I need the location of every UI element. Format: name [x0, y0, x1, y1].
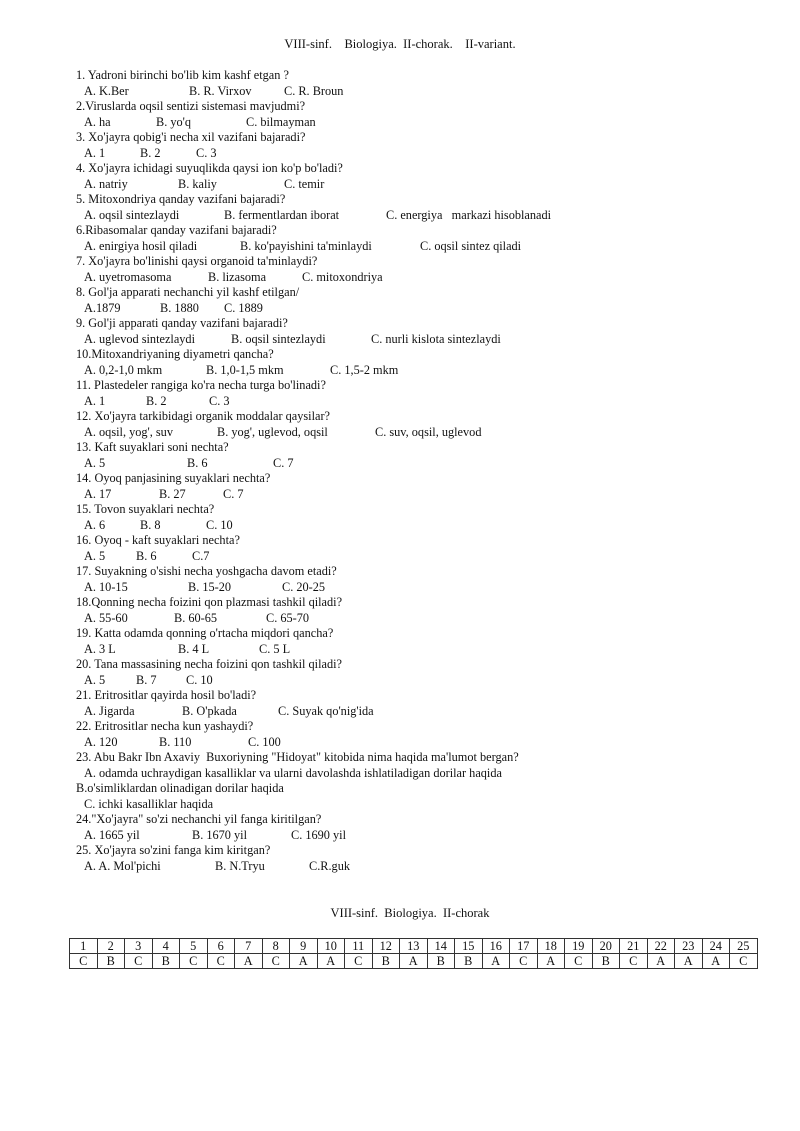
answer-key-answer: A — [235, 954, 263, 969]
answer-option: B. O'pkada — [182, 703, 237, 718]
answer-option: B. 27 — [159, 486, 186, 501]
answer-key-answer: A — [290, 954, 318, 969]
question-text: 21. Eritrositlar qayirda hosil bo'ladi? — [76, 688, 257, 702]
answer-key-number: 19 — [565, 939, 593, 954]
answer-key-number: 1 — [70, 939, 98, 954]
answer-key-answer: B — [97, 954, 125, 969]
question-text: 12. Xo'jayra tarkibidagi organik moddalar qaysilar? — [76, 409, 330, 423]
answer-option: A. oqsil sintezlaydi — [84, 207, 180, 222]
answer-key-answer: A — [702, 954, 730, 969]
answer-options — [76, 611, 776, 627]
answer-options — [76, 208, 776, 224]
question-text: 2.Viruslarda oqsil sentizi sistemasi mavjudmi? — [76, 99, 306, 113]
answer-options — [76, 859, 776, 875]
question-text: 7. Xo'jayra bo'linishi qaysi organoid ta'minlaydi? — [76, 254, 318, 268]
answer-option: C. 1,5-2 mkm — [330, 362, 399, 377]
answer-key-answers-row — [70, 954, 758, 969]
answer-option: C. R. Broun — [284, 83, 344, 98]
answer-key-answer: C — [262, 954, 290, 969]
answer-option: B. 6 — [187, 455, 208, 470]
answer-option: C. 100 — [248, 734, 281, 749]
answer-option: A. 10-15 — [84, 579, 128, 594]
answer-key-answer: C — [565, 954, 593, 969]
answer-option: B. 110 — [159, 734, 192, 749]
answer-option: B. 1670 yil — [192, 827, 247, 842]
question-text: 19. Katta odamda qonning o'rtacha miqdori qancha? — [76, 626, 334, 640]
answer-option: C.7 — [192, 548, 210, 563]
question-text: 17. Suyakning o'sishi necha yoshgacha davom etadi? — [76, 564, 337, 578]
answer-options — [76, 487, 776, 503]
answer-options — [76, 146, 776, 162]
answer-key-answer: C — [345, 954, 373, 969]
question-text: 15. Tovon suyaklari nechta? — [76, 502, 215, 516]
answer-option: A. ha — [84, 114, 111, 129]
answer-key-answer: C — [620, 954, 648, 969]
answer-options — [76, 332, 776, 348]
answer-options — [76, 580, 776, 596]
answer-option: B. oqsil sintezlaydi — [231, 331, 326, 346]
answer-key-number: 11 — [345, 939, 373, 954]
answer-key-answer: A — [675, 954, 703, 969]
answer-option: B. 15-20 — [188, 579, 232, 594]
answer-option: A. 3 L — [84, 641, 116, 656]
answer-key-answer: C — [207, 954, 235, 969]
answer-key-number: 12 — [372, 939, 400, 954]
answer-option: B. kaliy — [178, 176, 217, 191]
answer-option: B. 1,0-1,5 mkm — [206, 362, 284, 377]
answer-option: A. 6 — [84, 517, 106, 532]
answer-key-answer: A — [537, 954, 565, 969]
question-list — [76, 68, 776, 874]
answer-options — [76, 84, 776, 100]
answer-option: B. N.Tryu — [215, 858, 265, 873]
question-text: 4. Xo'jayra ichidagi suyuqlikda qaysi ion ko'p bo'ladi? — [76, 161, 343, 175]
answer-option: B. 7 — [136, 672, 157, 687]
question-text: 25. Xo'jayra so'zini fanga kim kiritgan? — [76, 843, 271, 857]
answer-key-answer: A — [482, 954, 510, 969]
answer-key-answer: B — [372, 954, 400, 969]
answer-option: C. 7 — [273, 455, 294, 470]
question-text: 6.Ribasomalar qanday vazifani bajaradi? — [76, 223, 277, 237]
answer-option: A.1879 — [84, 300, 121, 315]
answer-options — [76, 394, 776, 410]
answer-option: A. natriy — [84, 176, 128, 191]
answer-option: B. 8 — [140, 517, 161, 532]
answer-options — [76, 518, 776, 534]
answer-option: C. nurli kislota sintezlaydi — [371, 331, 501, 346]
answer-options — [76, 828, 776, 844]
answer-key-answer: A — [317, 954, 345, 969]
answer-options — [76, 301, 776, 317]
answer-key-numbers-row — [70, 939, 758, 954]
answer-options — [76, 549, 776, 565]
answer-option: B. yog', uglevod, oqsil — [217, 424, 328, 439]
answer-option: A. oqsil, yog', suv — [84, 424, 173, 439]
answer-key-answer: B — [592, 954, 620, 969]
answer-option: B. 2 — [146, 393, 167, 408]
answer-option: A. enirgiya hosil qiladi — [84, 238, 198, 253]
answer-option: B. 4 L — [178, 641, 210, 656]
answer-key-number: 14 — [427, 939, 455, 954]
answer-option: A. 1665 yil — [84, 827, 140, 842]
page-header: VIII-sinf. Biologiya. II-chorak. II-variant. — [284, 37, 516, 51]
answer-key-number: 9 — [290, 939, 318, 954]
answer-options — [76, 735, 776, 751]
answer-option: B. 6 — [136, 548, 157, 563]
question-text: 10.Mitoxandriyaning diyametri qancha? — [76, 347, 274, 361]
answer-key-number: 6 — [207, 939, 235, 954]
answer-option: C. 7 — [223, 486, 244, 501]
answer-options — [76, 456, 776, 472]
answer-option: C. temir — [284, 176, 325, 191]
answer-option: B.o'simliklardan olinadigan dorilar haqida — [76, 781, 284, 795]
answer-options — [76, 270, 776, 286]
answer-key-answer: B — [152, 954, 180, 969]
answer-option: A. 1 — [84, 393, 106, 408]
answer-option: A. 120 — [84, 734, 118, 749]
answer-key-answer: A — [400, 954, 428, 969]
answer-key-table — [69, 938, 758, 969]
answer-options — [76, 425, 776, 441]
answer-options — [76, 239, 776, 255]
question-text: 9. Gol'ji apparati qanday vazifani bajaradi? — [76, 316, 288, 330]
answer-key-answer: C — [180, 954, 208, 969]
answer-key-number: 3 — [125, 939, 153, 954]
answer-option: C. 10 — [206, 517, 233, 532]
answer-option: C. 3 — [196, 145, 217, 160]
answer-options — [76, 642, 776, 658]
answer-key-answer: C — [510, 954, 538, 969]
answer-key-number: 15 — [455, 939, 483, 954]
answer-key-number: 8 — [262, 939, 290, 954]
answer-option: B. 2 — [140, 145, 161, 160]
answer-option: C. Suyak qo'nig'ida — [278, 703, 374, 718]
answer-option: B. yo'q — [156, 114, 192, 129]
answer-key-number: 7 — [235, 939, 263, 954]
answer-key-number: 4 — [152, 939, 180, 954]
answer-option: A. uglevod sintezlaydi — [84, 331, 195, 346]
answer-key-number: 20 — [592, 939, 620, 954]
answer-key-answer: A — [647, 954, 675, 969]
answer-option: C. mitoxondriya — [302, 269, 383, 284]
question-text: 11. Plastedeler rangiga ko'ra necha turga bo'linadi? — [76, 378, 326, 392]
answer-key-number: 23 — [675, 939, 703, 954]
question-text: 24."Xo'jayra" so'zi nechanchi yil fanga kiritilgan? — [76, 812, 322, 826]
answer-option: B. R. Virxov — [189, 83, 252, 98]
answer-option: A. 55-60 — [84, 610, 128, 625]
question-text: 8. Gol'ja apparati nechanchi yil kashf etilgan/ — [76, 285, 300, 299]
answer-option: C. 20-25 — [282, 579, 326, 594]
question-text: 23. Abu Bakr Ibn Axaviy Buxoriyning "Hidoyat" kitobida nima haqida ma'lumot bergan? — [76, 750, 519, 764]
answer-options — [76, 177, 776, 193]
answer-key-number: 16 — [482, 939, 510, 954]
answer-option: C. 10 — [186, 672, 213, 687]
question-text: 3. Xo'jayra qobig'i necha xil vazifani bajaradi? — [76, 130, 306, 144]
answer-option: C. ichki kasalliklar haqida — [84, 796, 214, 811]
question-text: 22. Eritrositlar necha kun yashaydi? — [76, 719, 254, 733]
answer-options — [76, 673, 776, 689]
answer-options — [76, 363, 776, 379]
answer-key-number: 10 — [317, 939, 345, 954]
answer-key-number: 22 — [647, 939, 675, 954]
answer-option: B. 60-65 — [174, 610, 218, 625]
answer-key-number: 21 — [620, 939, 648, 954]
answer-option: C. 5 L — [259, 641, 291, 656]
answer-key-number: 24 — [702, 939, 730, 954]
answer-option: B. lizasoma — [208, 269, 267, 284]
answer-key-number: 13 — [400, 939, 428, 954]
answer-option: A. 1 — [84, 145, 106, 160]
answer-key-title: VIII-sinf. Biologiya. II-chorak — [330, 906, 490, 920]
answer-option: A. 0,2-1,0 mkm — [84, 362, 163, 377]
answer-key-number: 5 — [180, 939, 208, 954]
answer-key-answer: C — [730, 954, 758, 969]
answer-key-number: 2 — [97, 939, 125, 954]
answer-key-answer: B — [427, 954, 455, 969]
answer-option: B. fermentlardan iborat — [224, 207, 340, 222]
answer-option: A. Jigarda — [84, 703, 135, 718]
question-text: 16. Oyoq - kaft suyaklari nechta? — [76, 533, 240, 547]
question-text: 18.Qonning necha foizini qon plazmasi tashkil qiladi? — [76, 595, 343, 609]
answer-key-answer: C — [70, 954, 98, 969]
answer-option: A. odamda uchraydigan kasalliklar va ularni davolashda ishlatiladigan dorilar haqida — [84, 765, 502, 780]
answer-key-number: 17 — [510, 939, 538, 954]
question-text: 13. Kaft suyaklari soni nechta? — [76, 440, 229, 454]
answer-option: B. 1880 — [160, 300, 199, 315]
question-text: 5. Mitoxondriya qanday vazifani bajaradi? — [76, 192, 286, 206]
answer-options — [76, 115, 776, 131]
question-text: 20. Tana massasining necha foizini qon tashkil qiladi? — [76, 657, 342, 671]
answer-option: C.R.guk — [309, 858, 350, 873]
answer-option: C. bilmayman — [246, 114, 316, 129]
question-text: 1. Yadroni birinchi bo'lib kim kashf etgan ? — [76, 68, 289, 82]
question-text: 14. Oyoq panjasining suyaklari nechta? — [76, 471, 271, 485]
answer-option: A. A. Mol'pichi — [84, 858, 161, 873]
answer-key-number: 25 — [730, 939, 758, 954]
answer-option: C. oqsil sintez qiladi — [420, 238, 522, 253]
answer-option: B. ko'payishini ta'minlaydi — [240, 238, 372, 253]
answer-option: A. uyetromasoma — [84, 269, 172, 284]
answer-option: A. 5 — [84, 672, 106, 687]
answer-option: C. 1889 — [224, 300, 263, 315]
answer-option: C. suv, oqsil, uglevod — [375, 424, 482, 439]
answer-option: A. K.Ber — [84, 83, 129, 98]
answer-options — [76, 704, 776, 720]
answer-key-answer: C — [125, 954, 153, 969]
answer-option: A. 5 — [84, 455, 106, 470]
answer-option: C. 65-70 — [266, 610, 310, 625]
answer-key-answer: B — [455, 954, 483, 969]
answer-option: C. 1690 yil — [291, 827, 346, 842]
answer-option: A. 5 — [84, 548, 106, 563]
answer-option: A. 17 — [84, 486, 112, 501]
answer-option: C. 3 — [209, 393, 230, 408]
answer-key-number: 18 — [537, 939, 565, 954]
answer-option: C. energiya markazi hisoblanadi — [386, 207, 552, 222]
